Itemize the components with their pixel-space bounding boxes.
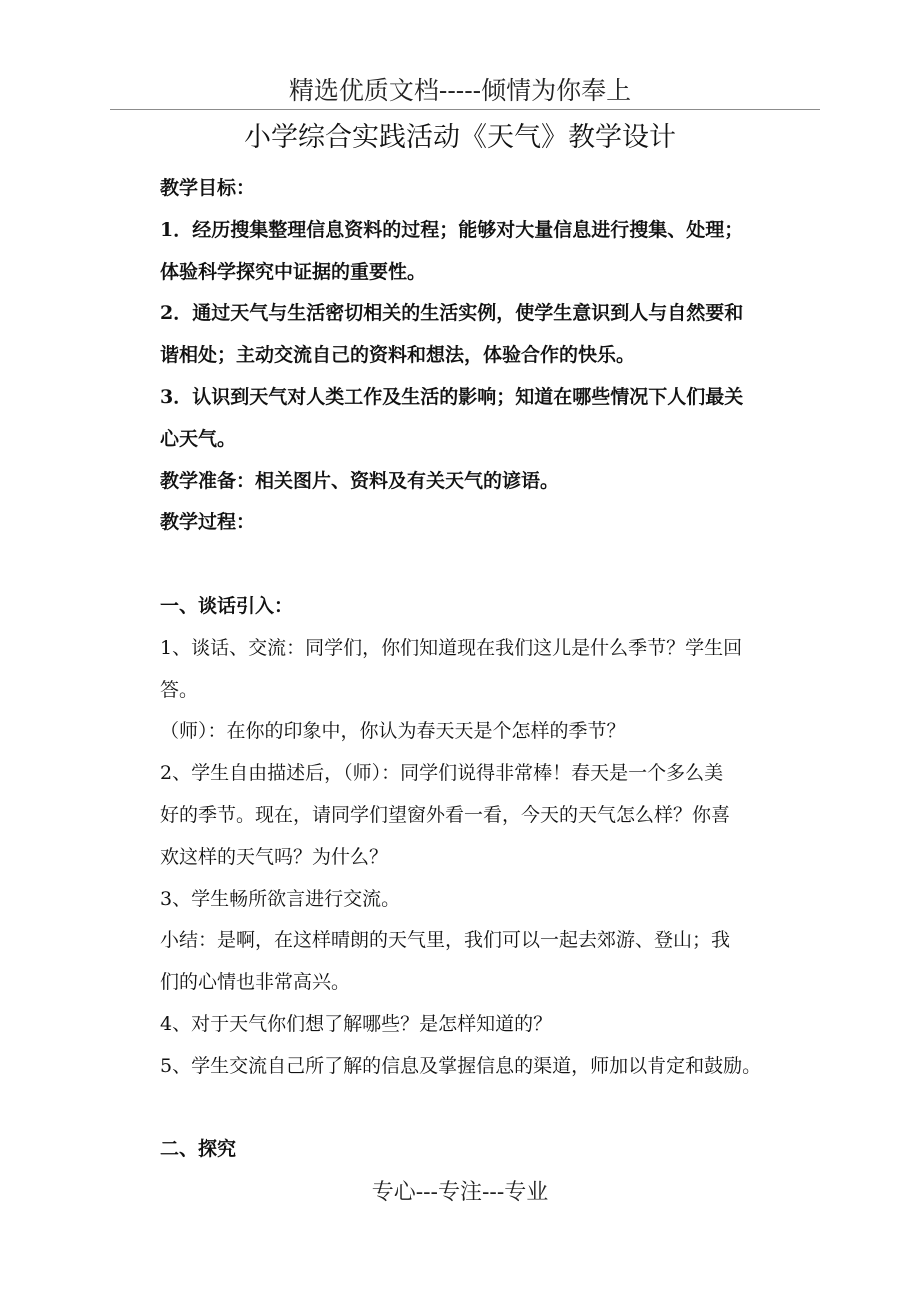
- page-header: 精选优质文档-----倾情为你奉上: [288, 76, 632, 105]
- goal-1-line-1: 1．经历搜集整理信息资料的过程；能够对大量信息进行搜集、处理；: [160, 218, 744, 241]
- section-1-line: 3、学生畅所欲言进行交流。: [160, 887, 401, 910]
- section-1-line: 答。: [160, 678, 199, 701]
- section-1-line: 1、谈话、交流：同学们，你们知道现在我们这儿是什么季节？学生回: [160, 636, 743, 659]
- page-footer: 专心---专注---专业: [371, 1180, 549, 1205]
- preparation-line: 教学准备：相关图片、资料及有关天气的谚语。: [160, 469, 560, 492]
- document-title: 小学综合实践活动《天气》教学设计: [244, 122, 676, 153]
- goal-2-line-1: 2．通过天气与生活密切相关的生活实例，使学生意识到人与自然要和: [160, 302, 744, 325]
- section-1-heading: 一、谈话引入：: [160, 594, 294, 617]
- blank-line: [160, 1088, 840, 1130]
- section-1-line: 小结：是啊，在这样晴朗的天气里，我们可以一起去郊游、登山；我: [160, 929, 731, 952]
- section-2-heading: 二、探究: [160, 1138, 237, 1161]
- section-1-line: 5、学生交流自己所了解的信息及掌握信息的渠道，师加以肯定和鼓励。: [160, 1054, 762, 1077]
- goals-heading: 教学目标：: [160, 177, 256, 199]
- section-1-line: 们的心情也非常高兴。: [160, 971, 351, 994]
- goal-2-line-2: 谐相处；主动交流自己的资料和想法，体验合作的快乐。: [160, 344, 636, 367]
- goal-1-line-2: 体验科学探究中证据的重要性。: [160, 260, 427, 283]
- section-1-line: 2、学生自由描述后，（师）：同学们说得非常棒！春天是一个多么美: [160, 762, 724, 785]
- goal-3-line-2: 心天气。: [160, 427, 237, 450]
- section-1-line: （师）：在你的印象中，你认为春天天是个怎样的季节？: [160, 720, 626, 743]
- goal-3-line-1: 3．认识到天气对人类工作及生活的影响；知道在哪些情况下人们最关: [160, 385, 744, 408]
- blank-line: [160, 544, 840, 586]
- document-body: [160, 168, 840, 1171]
- header-divider: [110, 109, 820, 110]
- section-1-line: 4、对于天气你们想了解哪些？是怎样知道的？: [160, 1012, 553, 1035]
- section-1-line: 好的季节。现在，请同学们望窗外看一看，今天的天气怎么样？你喜: [160, 803, 731, 826]
- process-heading: 教学过程：: [160, 511, 256, 534]
- section-1-line: 欢这样的天气吗？为什么？: [160, 845, 389, 868]
